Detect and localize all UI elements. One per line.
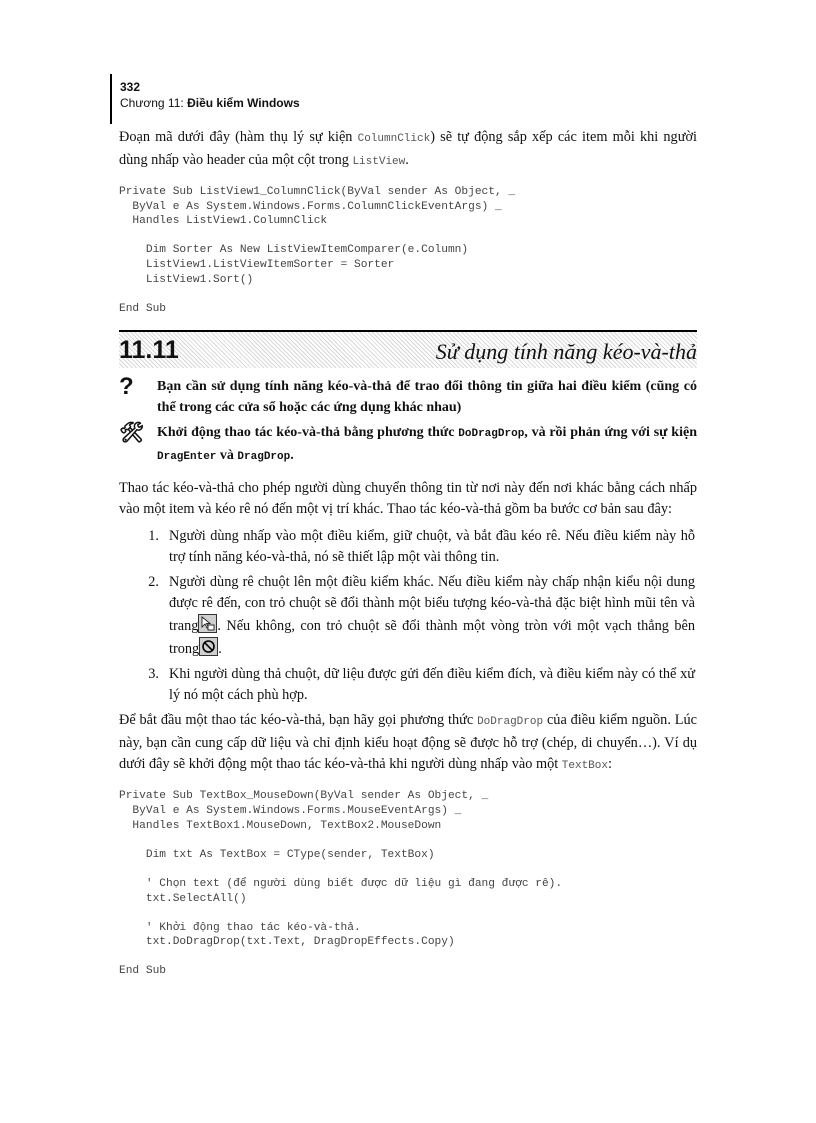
list-text: Người dùng nhấp vào một điều kiểm, giữ chuột, và bắt đầu kéo rê. Nếu điều kiểm này hỗ trợ tính năng kéo-và-thả, nó sẽ thiết lập một vài thông tin.	[169, 528, 695, 566]
intro-text-3: .	[405, 152, 409, 168]
inline-code-columnclick: ColumnClick	[357, 133, 431, 145]
list-number: 2.	[148, 574, 159, 591]
page-header	[110, 74, 300, 124]
list-text	[169, 572, 697, 660]
list-text-b: . Nếu không, con trỏ chuột sẽ đổi thành một vòng tròn với một vạch thẳng bên trong	[169, 618, 695, 658]
list-text: Khi người dùng thả chuột, dữ liệu được gửi đến điều kiểm đích, và điều kiểm này có thể xử lý nó một cách phù hợp.	[169, 666, 695, 704]
intro-text-2: ) sẽ tự động sắp xếp các item mỗi khi người dùng nhấp vào header của một cột trong	[119, 129, 697, 168]
inline-code-textbox: TextBox	[561, 760, 608, 773]
para2-text-1: Để bắt đầu một thao tác kéo-và-thả, bạn hãy gọi phương thức	[119, 712, 478, 729]
chapter-title: Điều kiểm Windows	[187, 96, 300, 110]
solution-text-4: .	[290, 448, 294, 464]
solution-text-1: Khởi động thao tác kéo-và-thả bằng phương thức	[157, 425, 459, 441]
list-item	[119, 664, 697, 706]
solution-block	[119, 422, 697, 468]
section-number: 11.11	[119, 336, 179, 365]
problem-block	[119, 373, 697, 418]
chapter-prefix: Chương 11:	[120, 96, 188, 110]
chapter-heading	[120, 96, 300, 110]
list-text-c: .	[218, 641, 222, 658]
body-paragraph-2	[119, 710, 697, 777]
inline-code-dragenter: DragEnter	[157, 451, 217, 464]
page-content	[119, 127, 697, 979]
drag-copy-cursor-icon	[198, 614, 217, 633]
solution-text	[157, 422, 697, 468]
solution-text-2: , và rồi phản ứng với sự kiện	[524, 425, 697, 441]
inline-code-dragdrop: DragDrop	[237, 451, 291, 464]
section-title: Sử dụng tính năng kéo-và-thả	[435, 339, 697, 365]
page-number: 332	[120, 80, 141, 94]
section-header	[119, 330, 697, 368]
intro-text-1: Đoạn mã dưới đây (hàm thụ lý sự kiện	[119, 129, 358, 145]
list-item	[119, 526, 697, 568]
list-item	[119, 572, 697, 660]
code-block-mousedown: Private Sub TextBox_MouseDown(ByVal sender As Object, _ ByVal e As System.Windows.Forms.MouseEventArgs) _ Handles TextBox1.MouseDown, TextBox2.MouseDown Dim txt As TextBox = CType(sender, TextBox) ' Chọn text (để người dùng biết được dữ liệu gì đang được rê). txt.SelectAll() ' Khởi động thao tác kéo-và-thả. txt.DoDragDrop(txt.Text, DragDropEffects.Copy) End Sub	[119, 790, 563, 978]
problem-text: Bạn cần sử dụng tính năng kéo-và-thả để trao đổi thông tin giữa hai điều kiểm (cũng có thể trong các cửa sổ hoặc các ứng dụng khác nhau)	[157, 379, 697, 416]
solution-text-3: và	[216, 448, 238, 464]
list-number: 1.	[148, 528, 159, 545]
para2-text-2: của điều kiểm nguồn. Lúc này, bạn cần cung cấp dữ liệu và chỉ định kiểu hoạt động sẽ được hỗ trợ (chép, di chuyển…). Ví dụ dưới đây sẽ khởi động một thao tác kéo-và-thả khi người dùng nhấp vào một	[119, 712, 697, 773]
list-text-a: Người dùng rê chuột lên một điều kiểm khác. Nếu điều kiểm này chấp nhận kiểu nội dung được rê đến, con trỏ chuột sẽ đổi thành một biểu tượng kéo-và-thả đặc biệt hình mũi tên và trang	[169, 574, 695, 635]
steps-list	[119, 526, 697, 706]
tools-icon: 🛠	[119, 422, 145, 445]
para2-text-3: :	[608, 756, 612, 773]
code-block-columnclick: Private Sub ListView1_ColumnClick(ByVal sender As Object, _ ByVal e As System.Windows.Forms.ColumnClickEventArgs) _ Handles ListView1.ColumnClick Dim Sorter As New ListViewItemComparer(e.Column) ListView1.ListViewItemSorter = Sorter ListView1.Sort() End Sub	[119, 186, 516, 315]
body-paragraph-1: Thao tác kéo-và-thả cho phép người dùng chuyển thông tin từ nơi này đến nơi khác bằng cách nhấp vào một item và kéo rê nó đến một vị trí khác. Thao tác kéo-và-thả gồm ba bước cơ bản sau đây:	[119, 480, 697, 518]
intro-paragraph	[119, 127, 697, 173]
no-drop-cursor-icon	[199, 637, 218, 656]
inline-code-dodragdrop: DoDragDrop	[458, 428, 525, 441]
question-icon: ?	[119, 373, 134, 401]
inline-code-dodragdrop-2: DoDragDrop	[477, 716, 544, 729]
list-number: 3.	[148, 666, 159, 683]
inline-code-listview: ListView	[352, 156, 406, 168]
